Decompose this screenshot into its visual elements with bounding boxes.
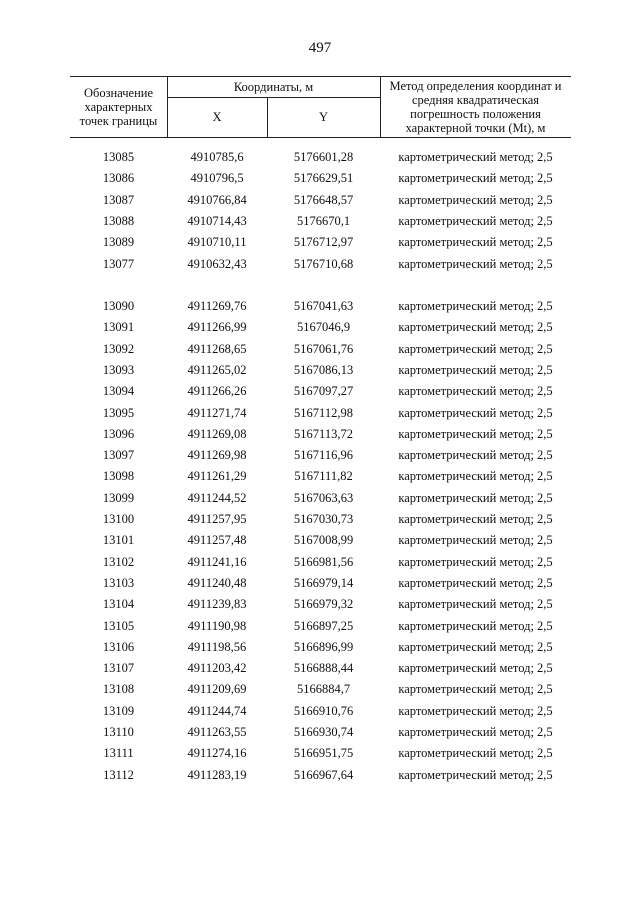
point-id-cell: 13109 xyxy=(102,703,135,718)
coord-y-cell: 5166979,32 xyxy=(293,597,354,612)
coord-x-cell: 4911269,98 xyxy=(187,448,247,463)
coord-y-cell: 5167086,13 xyxy=(293,362,354,377)
point-id-cell: 13077 xyxy=(102,256,135,271)
coord-x-cell: 4911244,52 xyxy=(187,490,247,505)
method-cell: картометрический метод; 2,5 xyxy=(398,320,553,335)
table-row xyxy=(70,382,571,400)
table-row xyxy=(70,361,571,379)
page-number: 497 xyxy=(308,40,332,56)
point-id-cell: 13111 xyxy=(103,746,134,761)
table-row xyxy=(70,318,571,336)
point-id-cell: 13094 xyxy=(102,384,135,399)
table-row xyxy=(70,255,571,273)
coord-x-cell: 4910710,11 xyxy=(187,235,247,250)
table-row xyxy=(70,595,571,613)
point-id-cell: 13093 xyxy=(102,362,135,377)
method-cell: картометрический метод; 2,5 xyxy=(398,533,553,548)
coord-y-cell: 5167116,96 xyxy=(294,448,353,463)
coord-x-cell: 4911266,99 xyxy=(187,320,247,335)
coord-x-cell: 4911261,29 xyxy=(187,469,247,484)
table-row xyxy=(70,467,571,485)
coord-x-cell: 4911190,98 xyxy=(187,618,247,633)
coord-x-cell: 4911209,69 xyxy=(187,682,247,697)
point-id-cell: 13087 xyxy=(102,192,135,207)
coord-x-cell: 4911203,42 xyxy=(187,661,247,676)
method-cell: картометрический метод; 2,5 xyxy=(398,639,553,654)
coord-y-cell: 5167111,82 xyxy=(294,469,353,484)
header-method: Метод определения координат и средняя квадратическая погрешность положения характерной точки (Mt), м xyxy=(389,79,562,135)
coord-y-cell: 5166951,75 xyxy=(293,746,354,761)
method-cell: картометрический метод; 2,5 xyxy=(398,362,553,377)
method-cell: картометрический метод; 2,5 xyxy=(398,426,553,441)
coord-x-cell: 4911257,95 xyxy=(187,512,247,526)
method-cell: картометрический метод; 2,5 xyxy=(398,597,553,612)
method-cell: картометрический метод; 2,5 xyxy=(398,213,553,228)
method-cell: картометрический метод; 2,5 xyxy=(398,746,553,761)
coord-x-cell: 4910632,43 xyxy=(187,256,247,271)
point-id-cell: 13090 xyxy=(102,299,135,313)
coord-y-cell: 5166910,76 xyxy=(293,703,354,718)
header-point-designation: Обозначение характерных точек границы xyxy=(79,86,158,128)
point-id-cell: 13104 xyxy=(102,597,135,612)
table-row xyxy=(70,510,571,528)
table-row xyxy=(70,404,571,422)
header-y: Y xyxy=(318,110,329,124)
coord-y-cell: 5166888,44 xyxy=(293,661,354,676)
coord-x-cell: 4910766,84 xyxy=(187,192,247,207)
coord-y-cell: 5176670,1 xyxy=(296,213,351,228)
method-cell: картометрический метод; 2,5 xyxy=(398,682,553,697)
point-id-cell: 13112 xyxy=(103,767,134,782)
table-row xyxy=(70,574,571,592)
table-row xyxy=(70,148,571,166)
table-row xyxy=(70,446,571,464)
point-id-cell: 13105 xyxy=(102,618,135,633)
coord-y-cell: 5176648,57 xyxy=(293,192,354,207)
point-id-cell: 13107 xyxy=(102,661,135,676)
coord-x-cell: 4911239,83 xyxy=(187,597,247,612)
coord-y-cell: 5167063,63 xyxy=(293,490,354,505)
point-id-cell: 13098 xyxy=(102,469,135,484)
coord-y-cell: 5166979,14 xyxy=(293,575,354,590)
coord-y-cell: 5166930,74 xyxy=(293,725,354,739)
table-row xyxy=(70,169,571,187)
coord-x-cell: 4911240,48 xyxy=(187,575,247,590)
coord-x-cell: 4910785,6 xyxy=(190,150,244,164)
coord-y-cell: 5167041,63 xyxy=(293,299,354,313)
coord-y-cell: 5166897,25 xyxy=(293,618,354,633)
table-row xyxy=(70,297,571,315)
point-id-cell: 13108 xyxy=(102,682,135,697)
table-row xyxy=(70,489,571,507)
method-cell: картометрический метод; 2,5 xyxy=(398,703,553,718)
point-id-cell: 13091 xyxy=(102,320,135,335)
coord-y-cell: 5167061,76 xyxy=(293,341,354,356)
point-id-cell: 13096 xyxy=(102,426,135,441)
coord-x-cell: 4911271,74 xyxy=(187,405,247,420)
table-row xyxy=(70,233,571,251)
table-row xyxy=(70,766,571,784)
coord-y-cell: 5176710,68 xyxy=(293,256,354,271)
method-cell: картометрический метод; 2,5 xyxy=(398,171,553,186)
coord-y-cell: 5167008,99 xyxy=(293,533,354,548)
point-id-cell: 13088 xyxy=(102,213,135,228)
coord-y-cell: 5166967,64 xyxy=(293,767,354,782)
coord-y-cell: 5166884,7 xyxy=(296,682,351,697)
point-id-cell: 13092 xyxy=(102,341,135,356)
coord-x-cell: 4911268,65 xyxy=(187,341,247,356)
method-cell: картометрический метод; 2,5 xyxy=(398,512,553,526)
method-cell: картометрический метод; 2,5 xyxy=(398,192,553,207)
coord-y-cell: 5166981,56 xyxy=(293,554,354,569)
table-row xyxy=(70,553,571,571)
method-cell: картометрический метод; 2,5 xyxy=(398,725,553,739)
point-id-cell: 13106 xyxy=(102,639,135,654)
coord-x-cell: 4911269,76 xyxy=(187,299,247,313)
table-row xyxy=(70,212,571,230)
coord-x-cell: 4910714,43 xyxy=(187,213,247,228)
table-body xyxy=(70,0,571,905)
point-id-cell: 13086 xyxy=(102,171,135,186)
coord-x-cell: 4911265,02 xyxy=(187,362,247,377)
method-cell: картометрический метод; 2,5 xyxy=(398,299,553,313)
coord-x-cell: 4911244,74 xyxy=(187,703,247,718)
table-row xyxy=(70,191,571,209)
point-id-cell: 13100 xyxy=(102,512,135,526)
point-id-cell: 13089 xyxy=(102,235,135,250)
method-cell: картометрический метод; 2,5 xyxy=(398,448,553,463)
coord-x-cell: 4911269,08 xyxy=(187,426,247,441)
method-cell: картометрический метод; 2,5 xyxy=(398,554,553,569)
coord-x-cell: 4910796,5 xyxy=(190,171,244,186)
coord-x-cell: 4911263,55 xyxy=(187,725,247,739)
table-row xyxy=(70,680,571,698)
point-id-cell: 13085 xyxy=(102,150,135,164)
coord-x-cell: 4911198,56 xyxy=(187,639,247,654)
table-row xyxy=(70,531,571,549)
table-row xyxy=(70,617,571,635)
method-cell: картометрический метод; 2,5 xyxy=(398,661,553,676)
method-cell: картометрический метод; 2,5 xyxy=(398,618,553,633)
point-id-cell: 13110 xyxy=(103,725,134,739)
method-cell: картометрический метод; 2,5 xyxy=(398,405,553,420)
method-cell: картометрический метод; 2,5 xyxy=(398,469,553,484)
coord-x-cell: 4911257,48 xyxy=(187,533,247,548)
coord-x-cell: 4911266,26 xyxy=(187,384,247,399)
coord-x-cell: 4911241,16 xyxy=(187,554,247,569)
coord-y-cell: 5167113,72 xyxy=(294,426,353,441)
method-cell: картометрический метод; 2,5 xyxy=(398,384,553,399)
point-id-cell: 13102 xyxy=(102,554,135,569)
coord-x-cell: 4911283,19 xyxy=(187,767,247,782)
point-id-cell: 13097 xyxy=(102,448,135,463)
table-row xyxy=(70,340,571,358)
method-cell: картометрический метод; 2,5 xyxy=(398,575,553,590)
coord-y-cell: 5167030,73 xyxy=(293,512,354,526)
method-cell: картометрический метод; 2,5 xyxy=(398,767,553,782)
table-row xyxy=(70,659,571,677)
header-x: X xyxy=(212,110,222,124)
method-cell: картометрический метод; 2,5 xyxy=(398,490,553,505)
method-cell: картометрический метод; 2,5 xyxy=(398,235,553,250)
coord-y-cell: 5167046,9 xyxy=(296,320,351,335)
coord-y-cell: 5167097,27 xyxy=(293,384,354,399)
table-row xyxy=(70,723,571,741)
point-id-cell: 13099 xyxy=(102,490,135,505)
coord-y-cell: 5176712,97 xyxy=(293,235,354,250)
coord-x-cell: 4911274,16 xyxy=(187,746,247,761)
point-id-cell: 13103 xyxy=(102,575,135,590)
method-cell: картометрический метод; 2,5 xyxy=(398,150,553,164)
header-coordinates: Координаты, м xyxy=(233,80,314,94)
point-id-cell: 13101 xyxy=(102,533,135,548)
coord-y-cell: 5166896,99 xyxy=(293,639,354,654)
point-id-cell: 13095 xyxy=(102,405,135,420)
table-row xyxy=(70,702,571,720)
table-row xyxy=(70,425,571,443)
method-cell: картометрический метод; 2,5 xyxy=(398,256,553,271)
table-row xyxy=(70,638,571,656)
coord-y-cell: 5176601,28 xyxy=(293,150,354,164)
coord-y-cell: 5167112,98 xyxy=(294,405,353,420)
coord-y-cell: 5176629,51 xyxy=(293,171,354,186)
table-row xyxy=(70,744,571,762)
method-cell: картометрический метод; 2,5 xyxy=(398,341,553,356)
